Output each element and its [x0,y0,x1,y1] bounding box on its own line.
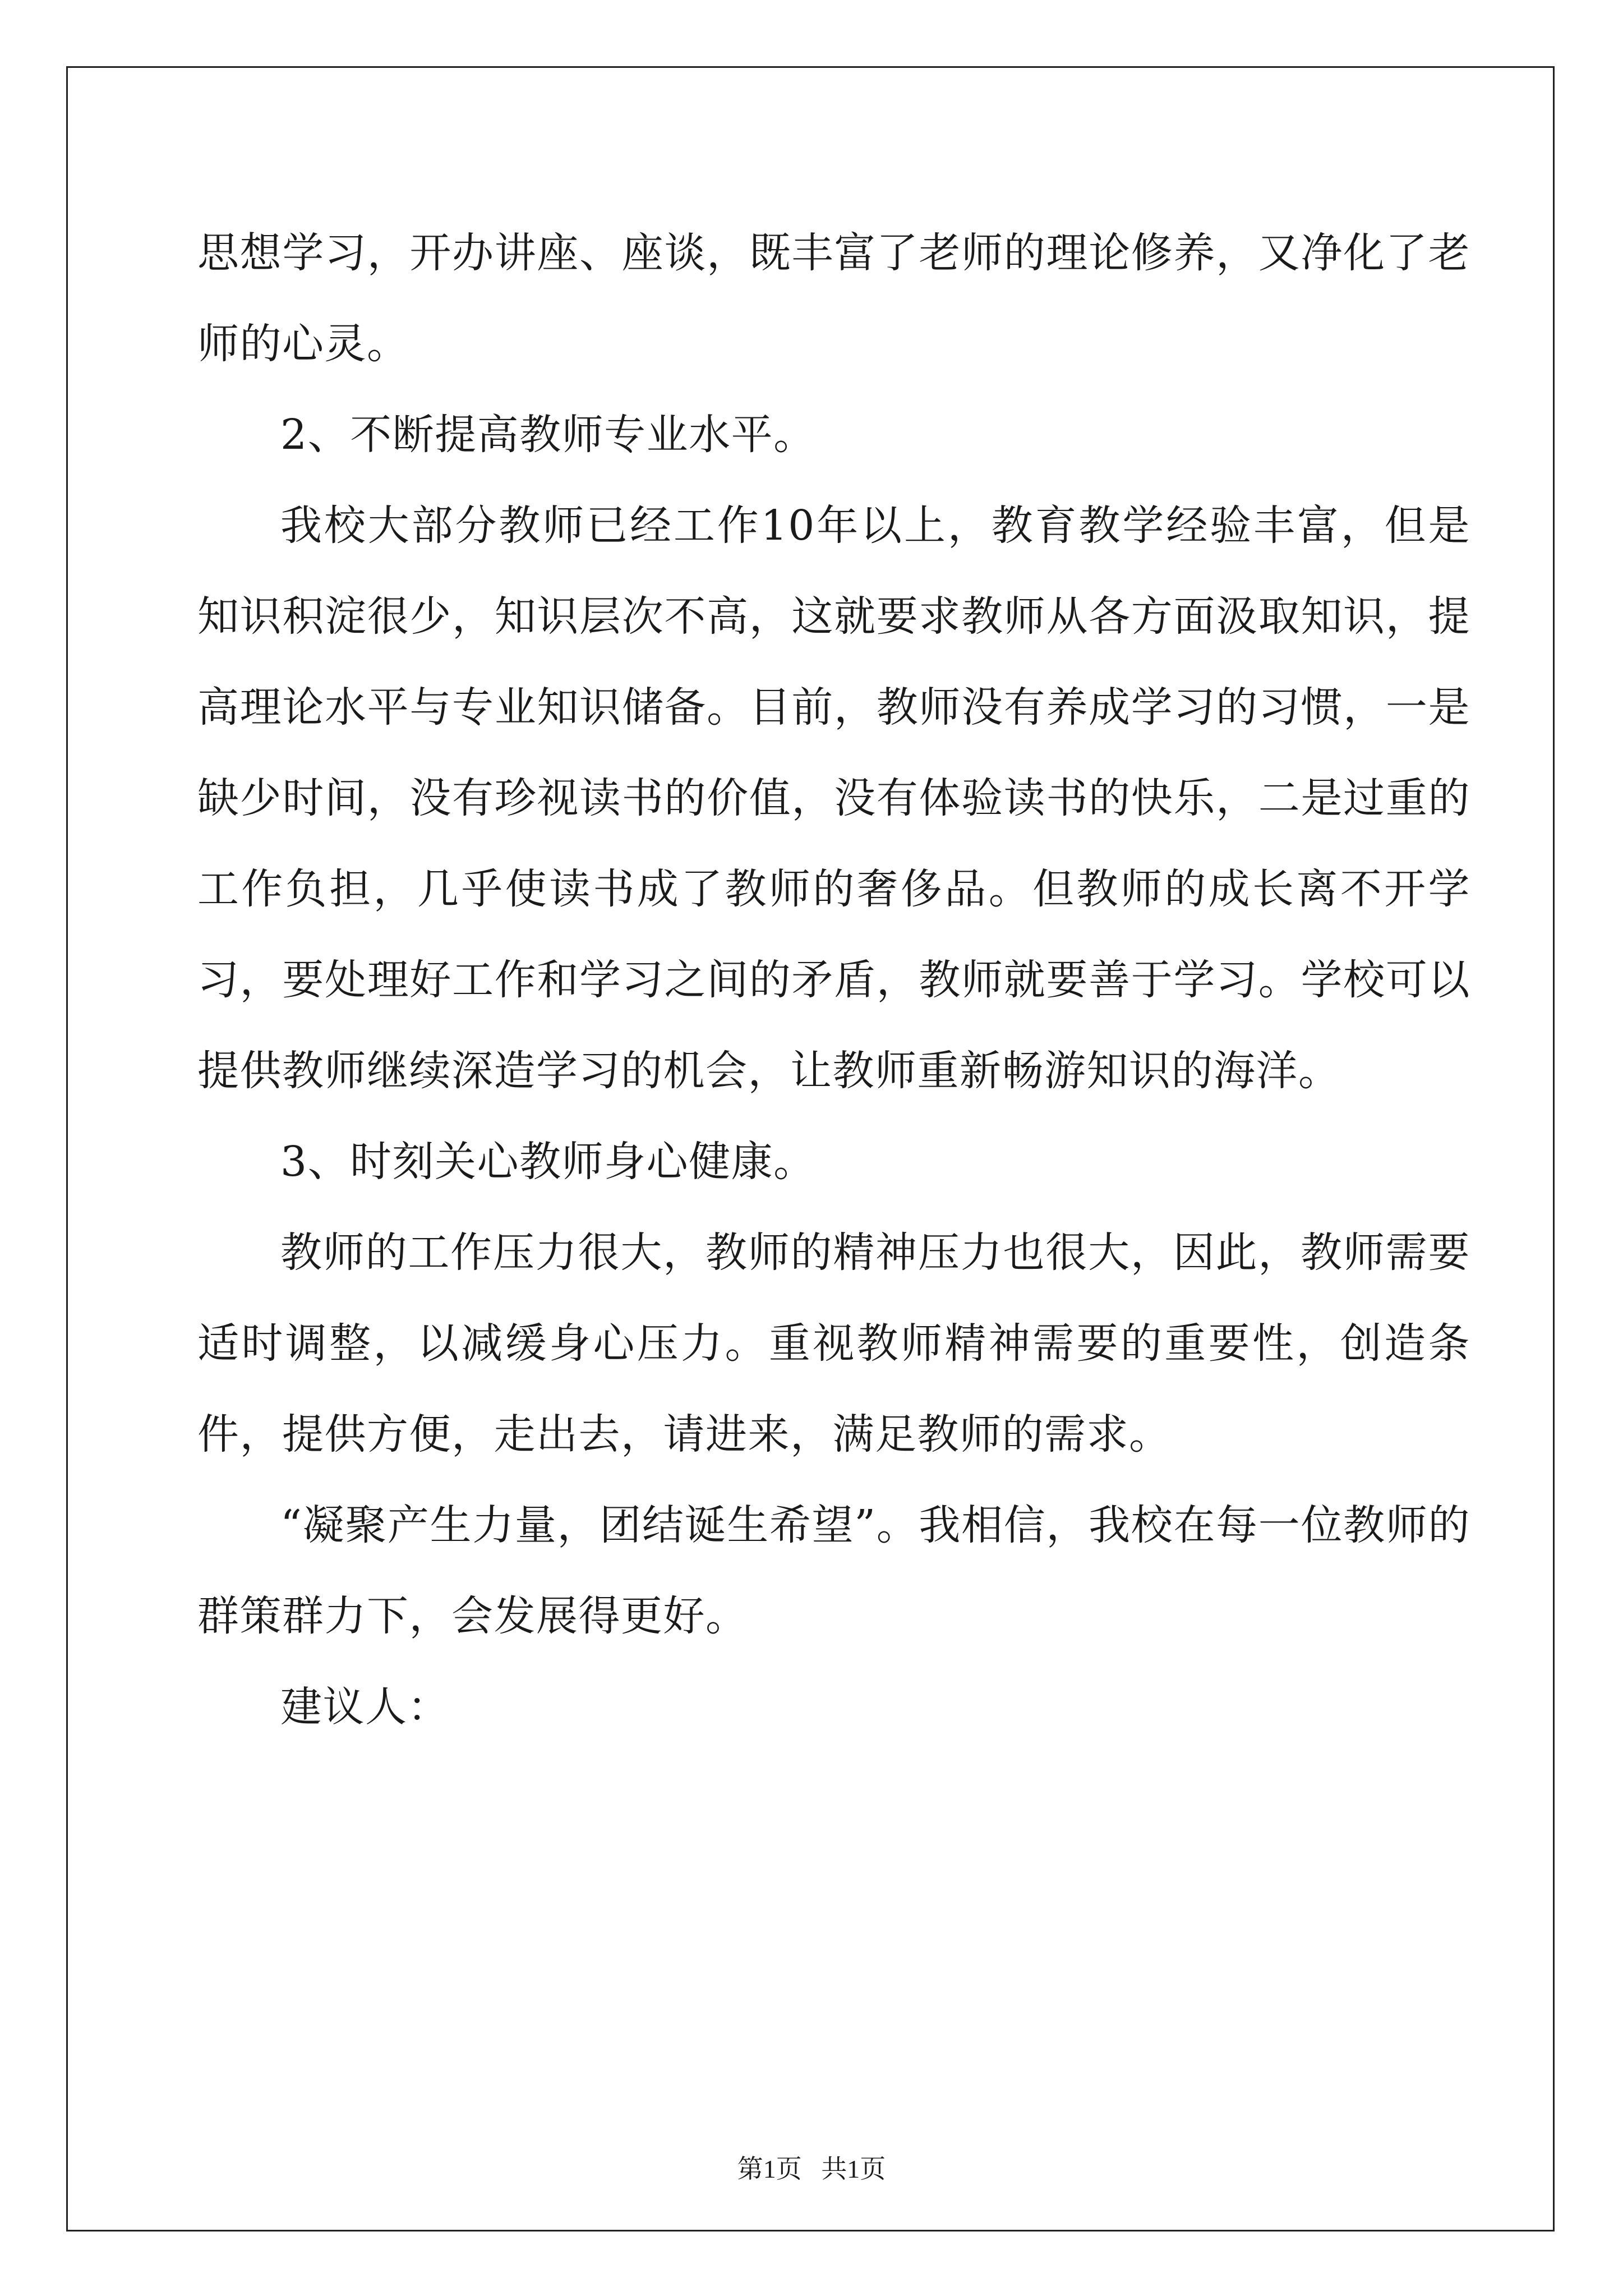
signature-label: 建议人： [280,1683,450,1731]
heading-item-3: 3、时刻关心教师身心健康。 [280,1138,816,1186]
heading-item-2: 2、不断提高教师专业水平。 [280,411,816,459]
paragraph-5: 教师的工作压力很大，教师的精神压力也很大，因此，教师需要适时调整，以减缓身心压力。重视教师精神需要的重要性，创造条件，提供方便，走出去，请进来，满足教师的需求。 [197,1228,1470,1458]
page-footer [0,2148,1623,2185]
paragraph-6: “凝聚产生力量，团结诞生希望”。我相信，我校在每一位教师的群策群力下，会发展得更好。 [197,1501,1470,1640]
page-total: 共1页 [821,2155,886,2183]
page-number: 第1页 [737,2155,802,2183]
document-body [197,208,1470,1752]
paragraph-1: 思想学习，开办讲座、座谈，既丰富了老师的理论修养，又净化了老师的心灵。 [197,229,1470,368]
paragraph-3: 我校大部分教师已经工作10年以上，教育教学经验丰富，但是知识积淀很少，知识层次不高，这就要求教师从各方面汲取知识，提高理论水平与专业知识储备。目前，教师没有养成学习的习惯，一是缺少时间，没有珍视读书的价值，没有体验读书的快乐，二是过重的工作负担，几乎使读书成了教师的奢侈品。但教师的成长离不开学习，要处理好工作和学习之间的矛盾，教师就要善于学习。学校可以提供教师继续深造学习的机会，让教师重新畅游知识的海洋。 [197,501,1470,1095]
